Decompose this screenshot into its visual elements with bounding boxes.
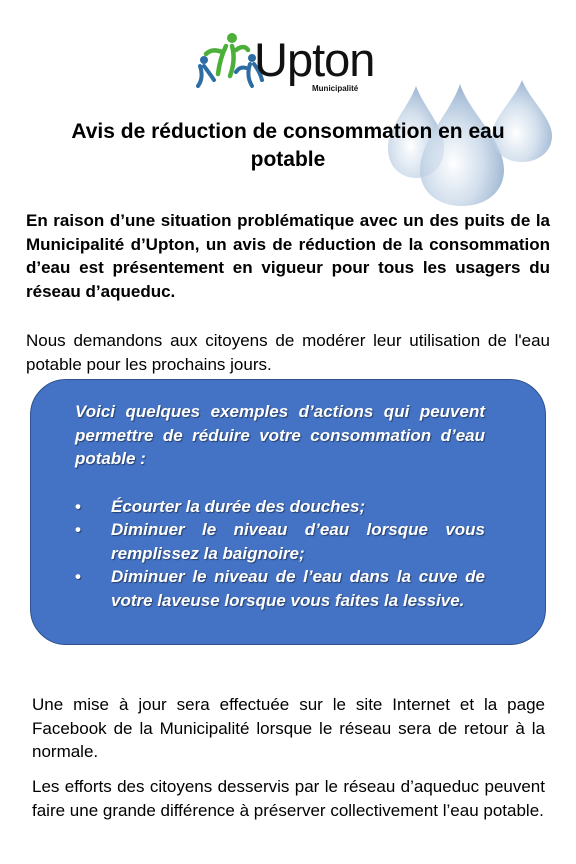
list-item: [75, 565, 485, 612]
list-item-text: Diminuer le niveau d’eau lorsque vous remplissez la baignoire;: [111, 520, 485, 563]
actions-list: [75, 495, 485, 613]
logo-subtitle: Municipalité: [312, 84, 359, 93]
list-item: [75, 495, 485, 519]
page-title: Avis de réduction de consommation en eau potable: [71, 120, 505, 171]
intro-paragraph: En raison d’une situation problématique avec un des puits de la Municipalité d’Upton, un avis de réduction de la consommation d’eau est présentement en vigueur pour tous les usagers du réseau d’aqueduc.: [26, 211, 550, 301]
logo-name: Upton: [254, 33, 375, 86]
actions-intro: Voici quelques exemples d’actions qui peuvent permettre de réduire votre consommation d’eau potable :: [75, 402, 485, 468]
list-item-text: Diminuer le niveau de l’eau dans la cuve de votre laveuse lorsque vous faites la lessive.: [111, 567, 485, 610]
list-item-text: Écourter la durée des douches;: [111, 496, 366, 516]
municipality-logo: [196, 30, 386, 94]
update-paragraph: Une mise à jour sera effectuée sur le site Internet et la page Facebook de la Municipalité lorsque le réseau sera de retour à la normale.: [32, 695, 545, 761]
bullet-icon: •: [75, 520, 81, 539]
bullet-icon: •: [75, 567, 81, 586]
request-paragraph: Nous demandons aux citoyens de modérer leur utilisation de l'eau potable pour les prochains jours.: [26, 331, 550, 374]
actions-callout-box: [30, 379, 546, 645]
list-item: [75, 518, 485, 565]
closing-paragraph: Les efforts des citoyens desservis par le réseau d’aqueduc peuvent faire une grande différence à préserver collectivement l’eau potable.: [32, 777, 545, 820]
bullet-icon: •: [75, 496, 81, 516]
